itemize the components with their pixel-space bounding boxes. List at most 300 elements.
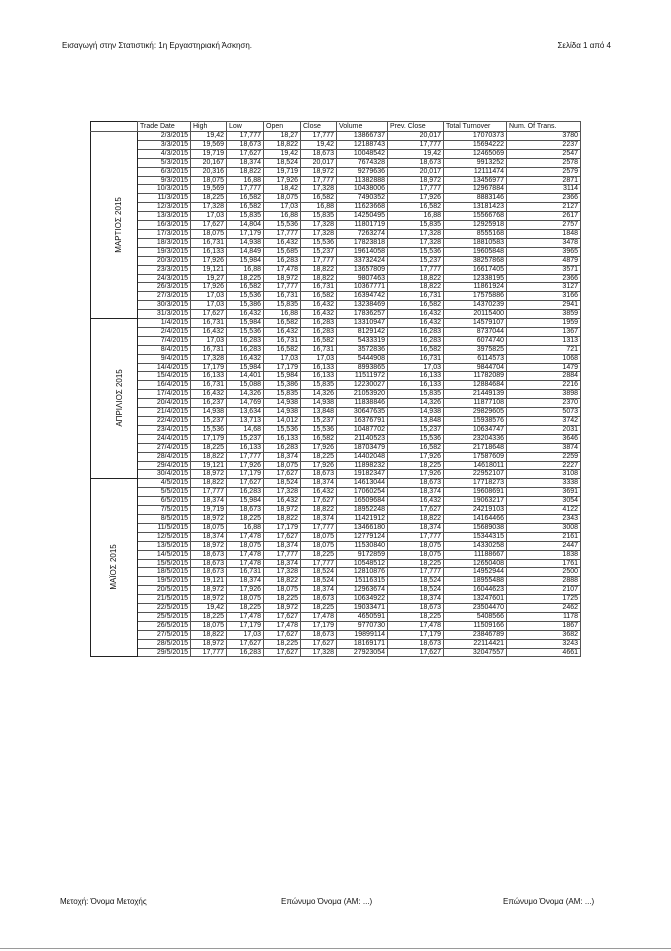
- table-cell: 17,627: [301, 639, 337, 648]
- table-row: [91, 372, 581, 381]
- table-cell: 15566768: [444, 212, 507, 221]
- table-cell: 1848: [507, 229, 581, 238]
- table-cell: 2343: [507, 514, 581, 523]
- table-cell: 16,283: [264, 256, 301, 265]
- table-cell: 18,822: [264, 577, 301, 586]
- table-cell: 18,225: [264, 595, 301, 604]
- table-row: [91, 408, 581, 417]
- table-cell: 2259: [507, 452, 581, 461]
- table-cell: 21/5/2015: [138, 595, 191, 604]
- table-cell: 18,075: [191, 621, 227, 630]
- table-cell: 18,075: [191, 176, 227, 185]
- table-row: [91, 497, 581, 506]
- table-row: [91, 434, 581, 443]
- table-cell: 12967884: [444, 185, 507, 194]
- table-cell: 18,225: [264, 639, 301, 648]
- table-cell: 4/5/2015: [138, 479, 191, 488]
- table-cell: 12230027: [337, 381, 388, 390]
- table-cell: 18,225: [388, 612, 444, 621]
- table-cell: 18,972: [191, 595, 227, 604]
- table-row: [91, 354, 581, 363]
- table-cell: 15,386: [227, 301, 264, 310]
- table-cell: 16,432: [227, 354, 264, 363]
- table-cell: 17,328: [191, 354, 227, 363]
- table-cell: 17,03: [264, 203, 301, 212]
- table-cell: 19182347: [337, 470, 388, 479]
- table-cell: 16044623: [444, 586, 507, 595]
- table-cell: 22/4/2015: [138, 417, 191, 426]
- table-cell: 19608691: [444, 488, 507, 497]
- table-cell: 19,569: [191, 140, 227, 149]
- table-cell: 18,822: [264, 140, 301, 149]
- month-column-header: [91, 122, 138, 132]
- table-cell: 17,627: [301, 497, 337, 506]
- table-cell: 24219103: [444, 506, 507, 515]
- table-row: [91, 292, 581, 301]
- table-cell: 2127: [507, 203, 581, 212]
- table-cell: 9/3/2015: [138, 176, 191, 185]
- table-cell: 15,536: [301, 425, 337, 434]
- table-cell: 30/3/2015: [138, 301, 191, 310]
- table-cell: 3646: [507, 434, 581, 443]
- table-cell: 14402048: [337, 452, 388, 461]
- table-cell: 3054: [507, 497, 581, 506]
- table-cell: 16,88: [264, 310, 301, 319]
- table-row: [91, 167, 581, 176]
- table-cell: 5408566: [444, 612, 507, 621]
- table-row: [91, 523, 581, 532]
- table-cell: 15,536: [191, 425, 227, 434]
- table-cell: 18,374: [388, 595, 444, 604]
- table-cell: 15,536: [227, 327, 264, 336]
- table-cell: 16,731: [191, 238, 227, 247]
- table-cell: 19,42: [191, 604, 227, 613]
- table-cell: 16376791: [337, 417, 388, 426]
- table-cell: 15,237: [388, 425, 444, 434]
- table-cell: 17,777: [264, 283, 301, 292]
- table-cell: 12338195: [444, 274, 507, 283]
- table-cell: 24/4/2015: [138, 434, 191, 443]
- table-cell: 16,432: [191, 327, 227, 336]
- table-cell: 19,42: [388, 149, 444, 158]
- table-cell: 17,328: [388, 238, 444, 247]
- table-cell: 18,374: [264, 541, 301, 550]
- table-cell: 21718648: [444, 443, 507, 452]
- table-cell: 14,804: [227, 221, 264, 230]
- month-group-cell: [91, 319, 138, 479]
- table-cell: 18,972: [191, 541, 227, 550]
- table-cell: 18,972: [191, 470, 227, 479]
- table-row: [91, 506, 581, 515]
- table-cell: 13456977: [444, 176, 507, 185]
- table-row: [91, 443, 581, 452]
- table-cell: 16,133: [388, 381, 444, 390]
- table-cell: 16,582: [388, 301, 444, 310]
- table-cell: 15,835: [264, 390, 301, 399]
- table-cell: 20/3/2015: [138, 256, 191, 265]
- table-cell: 16,432: [388, 310, 444, 319]
- table-cell: 18,075: [301, 541, 337, 550]
- table-cell: 9807463: [337, 274, 388, 283]
- table-cell: 3682: [507, 630, 581, 639]
- table-cell: 16,582: [264, 345, 301, 354]
- table-cell: 11782089: [444, 372, 507, 381]
- table-cell: 11898232: [337, 461, 388, 470]
- table-cell: 3975825: [444, 345, 507, 354]
- table-cell: 14/4/2015: [138, 363, 191, 372]
- table-cell: 17,179: [264, 523, 301, 532]
- table-cell: 11/5/2015: [138, 523, 191, 532]
- table-cell: 14,849: [227, 247, 264, 256]
- table-cell: 16,432: [301, 310, 337, 319]
- table-cell: 17,627: [388, 648, 444, 657]
- table-row: [91, 586, 581, 595]
- table-cell: 3008: [507, 523, 581, 532]
- table-cell: 11838846: [337, 399, 388, 408]
- table-row: [91, 176, 581, 185]
- table-cell: 2161: [507, 532, 581, 541]
- table-cell: 18,673: [301, 595, 337, 604]
- table-cell: 14,938: [264, 408, 301, 417]
- table-cell: 13247601: [444, 595, 507, 604]
- table-cell: 23504470: [444, 604, 507, 613]
- table-cell: 26/5/2015: [138, 621, 191, 630]
- table-row: [91, 595, 581, 604]
- table-cell: 16,283: [301, 319, 337, 328]
- table-row: [91, 256, 581, 265]
- table-cell: 17,328: [264, 488, 301, 497]
- table-cell: 13181423: [444, 203, 507, 212]
- footer-stock-name: Μετοχή: Όνομα Μετοχής: [60, 897, 147, 906]
- table-cell: 17,478: [301, 612, 337, 621]
- table-cell: 19,42: [301, 140, 337, 149]
- table-cell: 18169171: [337, 639, 388, 648]
- table-cell: 17,478: [227, 550, 264, 559]
- table-cell: 17,777: [227, 132, 264, 141]
- table-cell: 5/3/2015: [138, 158, 191, 167]
- table-cell: 15,536: [388, 434, 444, 443]
- table-cell: 16,582: [301, 434, 337, 443]
- table-cell: 18,374: [301, 514, 337, 523]
- table-cell: 2447: [507, 541, 581, 550]
- table-cell: 18,225: [388, 461, 444, 470]
- table-cell: 16,731: [264, 292, 301, 301]
- table-cell: 17,478: [264, 265, 301, 274]
- table-cell: 16,133: [191, 247, 227, 256]
- table-cell: 21140523: [337, 434, 388, 443]
- table-cell: 17,777: [388, 532, 444, 541]
- table-cell: 20,017: [388, 167, 444, 176]
- table-cell: 17,179: [227, 229, 264, 238]
- table-cell: 19,719: [191, 149, 227, 158]
- table-row: [91, 630, 581, 639]
- table-cell: 14,938: [301, 399, 337, 408]
- table-cell: 16,432: [388, 497, 444, 506]
- table-row: [91, 479, 581, 488]
- table-cell: 8/5/2015: [138, 514, 191, 523]
- table-cell: 29829605: [444, 408, 507, 417]
- table-cell: 17,478: [264, 621, 301, 630]
- table-row: [91, 283, 581, 292]
- table-cell: 16,88: [388, 212, 444, 221]
- table-cell: 21449139: [444, 390, 507, 399]
- table-cell: 18,972: [191, 586, 227, 595]
- table-cell: 20115400: [444, 310, 507, 319]
- stock-data-table-container: [90, 121, 580, 657]
- table-cell: 16,731: [301, 283, 337, 292]
- table-cell: 20,017: [388, 132, 444, 141]
- table-cell: 16,731: [264, 336, 301, 345]
- table-cell: 17,03: [191, 292, 227, 301]
- table-cell: 1959: [507, 319, 581, 328]
- table-cell: 10634747: [444, 425, 507, 434]
- table-cell: 1068: [507, 354, 581, 363]
- table-cell: 16,88: [227, 176, 264, 185]
- table-cell: 16,432: [388, 319, 444, 328]
- table-cell: 18,822: [227, 167, 264, 176]
- table-cell: 10487702: [337, 425, 388, 434]
- table-cell: 16617405: [444, 265, 507, 274]
- footer-student-1: Επώνυμο Όνομα (ΑΜ: ...): [281, 897, 373, 906]
- table-cell: 16,432: [301, 301, 337, 310]
- table-cell: 15938576: [444, 417, 507, 426]
- table-cell: 18952248: [337, 506, 388, 515]
- table-cell: 19614058: [337, 247, 388, 256]
- table-cell: 3859: [507, 310, 581, 319]
- table-cell: 16,432: [264, 238, 301, 247]
- table-cell: 20,167: [191, 158, 227, 167]
- table-cell: 15,685: [264, 247, 301, 256]
- table-cell: 16,133: [301, 363, 337, 372]
- table-cell: 17,478: [388, 621, 444, 630]
- table-cell: 16,283: [264, 443, 301, 452]
- table-cell: 14613044: [337, 479, 388, 488]
- table-cell: 20/4/2015: [138, 399, 191, 408]
- table-cell: 18,374: [301, 479, 337, 488]
- table-cell: 18,822: [264, 514, 301, 523]
- table-cell: 15,536: [264, 221, 301, 230]
- table-cell: 27923054: [337, 648, 388, 657]
- table-cell: 15344315: [444, 532, 507, 541]
- table-cell: 18,972: [301, 167, 337, 176]
- table-row: [91, 381, 581, 390]
- table-cell: 18,673: [301, 470, 337, 479]
- table-body: [91, 132, 581, 657]
- table-cell: 19,719: [191, 506, 227, 515]
- table-cell: 12884684: [444, 381, 507, 390]
- table-row: [91, 212, 581, 221]
- column-header: High: [191, 122, 227, 132]
- table-cell: 23846789: [444, 630, 507, 639]
- table-cell: 19/3/2015: [138, 247, 191, 256]
- table-cell: 17,03: [191, 212, 227, 221]
- table-cell: 721: [507, 345, 581, 354]
- table-cell: 15,835: [388, 221, 444, 230]
- table-cell: 17,478: [227, 559, 264, 568]
- table-cell: 32047557: [444, 648, 507, 657]
- table-cell: 17823818: [337, 238, 388, 247]
- table-cell: 11801719: [337, 221, 388, 230]
- table-row: [91, 221, 581, 230]
- table-row: [91, 417, 581, 426]
- table-cell: 13,634: [227, 408, 264, 417]
- table-cell: 16,88: [227, 265, 264, 274]
- table-cell: 2366: [507, 194, 581, 203]
- table-cell: 12188743: [337, 140, 388, 149]
- table-cell: 3898: [507, 390, 581, 399]
- table-cell: 19,42: [191, 132, 227, 141]
- table-cell: 17,328: [301, 221, 337, 230]
- table-cell: 18,673: [227, 140, 264, 149]
- table-row: [91, 319, 581, 328]
- table-cell: 2547: [507, 149, 581, 158]
- table-cell: 14,326: [227, 390, 264, 399]
- table-cell: 17,777: [301, 176, 337, 185]
- table-cell: 1367: [507, 327, 581, 336]
- table-cell: 13866737: [337, 132, 388, 141]
- table-cell: 18,673: [191, 568, 227, 577]
- table-cell: 15,835: [264, 301, 301, 310]
- table-cell: 17,926: [301, 443, 337, 452]
- table-cell: 18,27: [264, 132, 301, 141]
- table-cell: 15,984: [227, 319, 264, 328]
- table-cell: 3965: [507, 247, 581, 256]
- table-cell: 18,524: [264, 158, 301, 167]
- table-cell: 17,627: [264, 630, 301, 639]
- table-cell: 7674328: [337, 158, 388, 167]
- table-cell: 17,627: [264, 612, 301, 621]
- table-cell: 10548512: [337, 559, 388, 568]
- table-cell: 18,822: [388, 283, 444, 292]
- table-cell: 14/5/2015: [138, 550, 191, 559]
- table-cell: 18,972: [264, 604, 301, 613]
- table-cell: 18,075: [388, 550, 444, 559]
- table-cell: 14579107: [444, 319, 507, 328]
- table-cell: 19,719: [264, 167, 301, 176]
- table-cell: 19,569: [191, 185, 227, 194]
- table-cell: 18,524: [388, 577, 444, 586]
- table-row: [91, 185, 581, 194]
- table-cell: 2237: [507, 140, 581, 149]
- table-cell: 12/5/2015: [138, 532, 191, 541]
- table-cell: 27/5/2015: [138, 630, 191, 639]
- table-cell: 18,524: [301, 568, 337, 577]
- column-header: Volume: [337, 122, 388, 132]
- table-cell: 18,524: [264, 479, 301, 488]
- month-group-cell: [91, 479, 138, 657]
- table-cell: 20,316: [191, 167, 227, 176]
- table-cell: 17,627: [264, 648, 301, 657]
- table-cell: 19899114: [337, 630, 388, 639]
- table-cell: 13657809: [337, 265, 388, 274]
- table-cell: 17,03: [227, 630, 264, 639]
- table-cell: 18,972: [191, 514, 227, 523]
- table-cell: 18,524: [388, 586, 444, 595]
- table-row: [91, 452, 581, 461]
- table-cell: 17836257: [337, 310, 388, 319]
- table-cell: 18,822: [388, 274, 444, 283]
- table-row: [91, 514, 581, 523]
- table-row: [91, 425, 581, 434]
- table-cell: 16,283: [227, 345, 264, 354]
- table-cell: 15,536: [264, 425, 301, 434]
- table-cell: 13/5/2015: [138, 541, 191, 550]
- table-cell: 6/5/2015: [138, 497, 191, 506]
- table-cell: 2871: [507, 176, 581, 185]
- table-cell: 17060254: [337, 488, 388, 497]
- table-cell: 17,179: [191, 363, 227, 372]
- table-cell: 17,627: [388, 506, 444, 515]
- table-row: [91, 612, 581, 621]
- table-cell: 17,777: [264, 550, 301, 559]
- table-row: [91, 488, 581, 497]
- table-cell: 14,938: [191, 408, 227, 417]
- table-cell: 15/5/2015: [138, 559, 191, 568]
- table-cell: 16,283: [301, 327, 337, 336]
- table-cell: 16,432: [227, 310, 264, 319]
- table-cell: 17,777: [301, 132, 337, 141]
- table-cell: 16,582: [301, 336, 337, 345]
- table-cell: 19,121: [191, 461, 227, 470]
- table-cell: 15,835: [388, 390, 444, 399]
- table-cell: 15,088: [227, 381, 264, 390]
- table-cell: 18,075: [191, 229, 227, 238]
- column-header: Close: [301, 122, 337, 132]
- table-cell: 8883146: [444, 194, 507, 203]
- table-cell: 27/3/2015: [138, 292, 191, 301]
- page-number: Σελίδα 1 από 4: [557, 41, 611, 50]
- table-cell: 21053920: [337, 390, 388, 399]
- table-cell: 18,822: [301, 274, 337, 283]
- table-cell: 13,713: [227, 417, 264, 426]
- table-cell: 17,777: [301, 523, 337, 532]
- table-row: [91, 470, 581, 479]
- table-row: [91, 229, 581, 238]
- table-cell: 3691: [507, 488, 581, 497]
- table-cell: 15,237: [388, 256, 444, 265]
- table-cell: 16,731: [388, 354, 444, 363]
- table-cell: 18,374: [388, 523, 444, 532]
- month-label: ΜΑΪΟΣ 2015: [109, 544, 119, 591]
- table-cell: 15,237: [301, 417, 337, 426]
- table-cell: 14,401: [227, 372, 264, 381]
- table-cell: 2757: [507, 221, 581, 230]
- table-cell: 14,68: [227, 425, 264, 434]
- table-cell: 4650591: [337, 612, 388, 621]
- table-cell: 17,777: [191, 648, 227, 657]
- table-cell: 8/4/2015: [138, 345, 191, 354]
- table-cell: 17/3/2015: [138, 229, 191, 238]
- table-cell: 1867: [507, 621, 581, 630]
- table-cell: 14330258: [444, 541, 507, 550]
- table-cell: 17,179: [264, 363, 301, 372]
- table-cell: 25/5/2015: [138, 612, 191, 621]
- table-cell: 17,03: [301, 354, 337, 363]
- stock-data-table: [90, 121, 581, 657]
- table-cell: 17,926: [227, 586, 264, 595]
- table-row: [91, 132, 581, 141]
- table-cell: 12963674: [337, 586, 388, 595]
- table-cell: 15,536: [388, 247, 444, 256]
- table-cell: 18,225: [388, 559, 444, 568]
- table-cell: 10438006: [337, 185, 388, 194]
- table-cell: 18,225: [191, 194, 227, 203]
- table-cell: 9770730: [337, 621, 388, 630]
- table-cell: 20/5/2015: [138, 586, 191, 595]
- table-cell: 18955488: [444, 577, 507, 586]
- table-cell: 5433319: [337, 336, 388, 345]
- column-header: Low: [227, 122, 264, 132]
